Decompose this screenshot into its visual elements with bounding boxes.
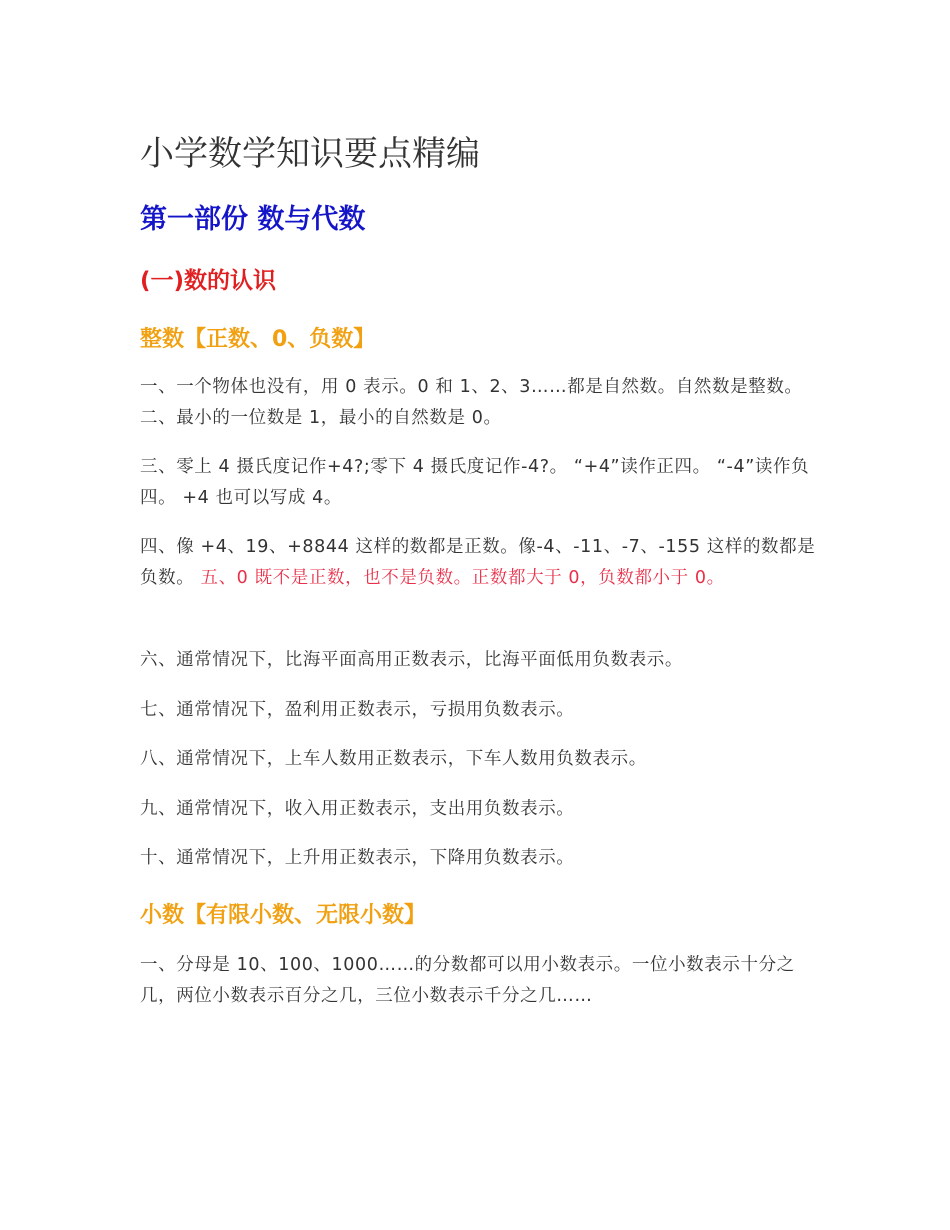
paragraph-4 bbox=[140, 532, 820, 594]
part-heading: 第一部份 数与代数 bbox=[140, 204, 366, 235]
integers-heading: 整数【正数、0、负数】 bbox=[140, 327, 376, 352]
document-title: 小学数学知识要点精编 bbox=[140, 134, 480, 174]
paragraph-7: 七、通常情况下，盈利用正数表示，亏损用负数表示。 bbox=[140, 700, 575, 720]
paragraph-5-highlight: 五、0 既不是正数，也不是负数。正数都大于 0，负数都小于 0。 bbox=[200, 568, 725, 588]
paragraph-9: 九、通常情况下，收入用正数表示，支出用负数表示。 bbox=[140, 799, 575, 819]
decimals-paragraph-1: 一、分母是 10、100、1000……的分数都可以用小数表示。一位小数表示十分之几，两位小数表示百分之几，三位小数表示千分之几…… bbox=[140, 955, 795, 1006]
paragraph-10: 十、通常情况下，上升用正数表示，下降用负数表示。 bbox=[140, 848, 575, 868]
section-heading: (一)数的认识 bbox=[140, 268, 277, 294]
paragraph-3: 三、零上 4 摄氏度记作+4?;零下 4 摄氏度记作-4?。 “+4”读作正四。 “-4”读作负四。 +4 也可以写成 4。 bbox=[140, 457, 810, 508]
decimals-heading: 小数【有限小数、无限小数】 bbox=[140, 903, 427, 928]
paragraph-6: 六、通常情况下，比海平面高用正数表示，比海平面低用负数表示。 bbox=[140, 650, 683, 670]
paragraph-1: 一、一个物体也没有，用 0 表示。0 和 1、2、3……都是自然数。自然数是整数。 二、最小的一位数是 1，最小的自然数是 0。 bbox=[140, 377, 803, 428]
paragraph-8: 八、通常情况下，上车人数用正数表示，下车人数用负数表示。 bbox=[140, 749, 647, 769]
paragraph-4-text: 四、像 +4、19、+8844 这样的数都是正数。像-4、-11、-7、-155 这样的数都是负数。 bbox=[140, 537, 816, 588]
